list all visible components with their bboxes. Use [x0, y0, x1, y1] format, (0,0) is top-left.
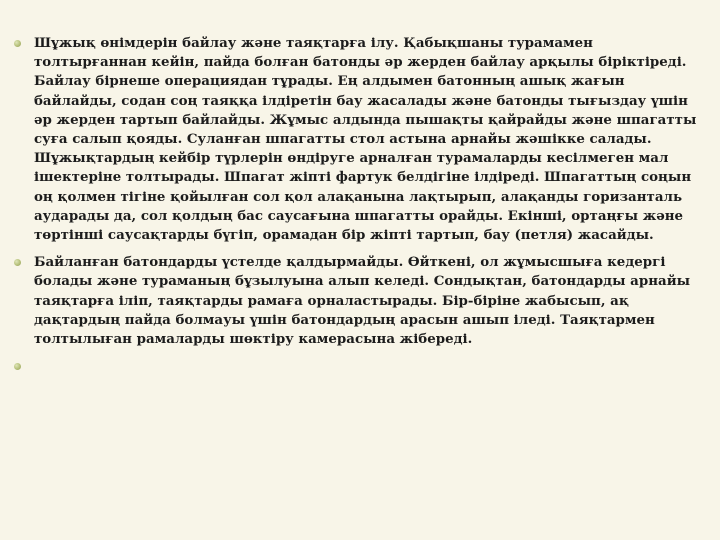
bullet-dot-icon: [14, 363, 21, 370]
bullet-item-3: [14, 357, 704, 377]
bullet-dot-icon: [14, 259, 21, 266]
bullet-text-2: Байланған батондарды үстелде қалдырмайды. Өйткені, ол жұмысшыға кедергі болады және тураманың бұзылуына алып келеді. Сондықтан, батондарды арнайы таяқтарға іліп, таяқтарды рамаға орналастырады. Бір-біріне жабысып, ақ дақтардың пайда болмауы үшін батондардың арасын ашып іледі. Таяқтармен толтылыған рамаларды шөктіру камерасына жібереді.: [34, 254, 691, 348]
bullet-item-2: [14, 253, 704, 349]
bullet-list: [14, 34, 704, 385]
bullet-dot-icon: [14, 40, 21, 47]
bullet-item-1: [14, 34, 704, 245]
bullet-text-1: Шұжық өнімдерін байлау және таяқтарға ілу. Қабықшаны турамамен толтырғаннан кейін, пайда болған батонды әр жерден байлау арқылы біріктіреді. Байлау бірнеше операциядан тұрады. Ең алдымен батонның ашық жағын байлайды, содан соң таяққа ілдіретін бау жасалады және батонды тығыздау үшін әр жерден тартып байлайды. Жұмыс алдында пышақты қайрайды және шпагатты суға салып қояды. Суланған шпагатты стол астына арнайы жәшікке салады. Шұжықтардың кейбір түрлерін өндіруге арналған турамаларды кесілмеген мал ішектеріне толтырады. Шпагат жіпті фартук белдігіне ілдіреді. Шпагаттың соңын оң қолмен тігіне қойылған сол қол алақанына лақтырып, алақанды горизанталь аударады да, сол қолдың бас саусағына шпагатты орайды. Екінші, ортаңғы және төртінші саусақтарды бүгіп, орамадан бір жіпті тартып, бау (петля) жасайды.: [34, 35, 697, 244]
